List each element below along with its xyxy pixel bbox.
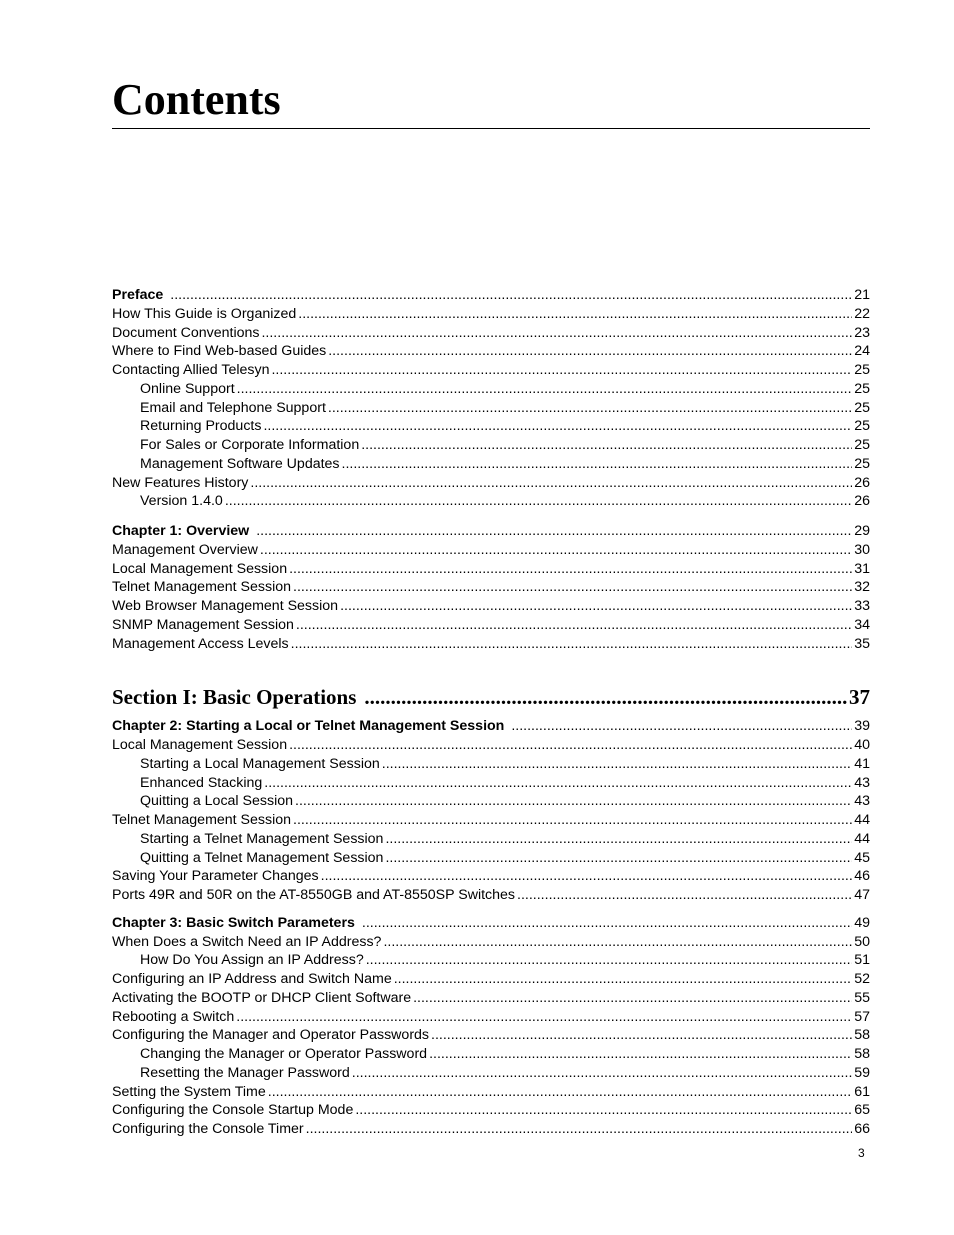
- toc-entry[interactable]: [112, 1101, 870, 1120]
- toc-entry[interactable]: [112, 578, 870, 597]
- toc-entry-label: Management Software Updates: [140, 455, 340, 472]
- toc-leader-dots: [256, 522, 852, 541]
- toc-leader-dots: [517, 886, 852, 905]
- toc-entry-page: 29: [854, 523, 870, 539]
- toc-entry-page: 25: [854, 399, 870, 416]
- toc-entry-label: Configuring the Manager and Operator Passwords: [112, 1027, 430, 1044]
- toc-leader-dots: [296, 616, 852, 635]
- toc-subentry[interactable]: [112, 951, 870, 970]
- toc-entry-label: Local Management Session: [112, 560, 288, 577]
- toc-entry-page: 24: [854, 343, 870, 360]
- toc-entry-page: 65: [854, 1102, 870, 1119]
- title-rule: [112, 128, 870, 129]
- toc-leader-dots: [263, 417, 852, 436]
- toc-entry[interactable]: [112, 736, 870, 755]
- page-title: Contents: [112, 75, 281, 124]
- toc-entry-label: Management Overview: [112, 541, 258, 558]
- toc-entry[interactable]: [112, 811, 870, 830]
- toc-leader-dots: [342, 455, 853, 474]
- toc-leader-dots: [511, 717, 852, 736]
- toc-entry[interactable]: [112, 342, 870, 361]
- toc-leader-dots: [170, 286, 852, 305]
- toc-entry-label: Management Access Levels: [112, 635, 289, 652]
- toc-leader-dots: [291, 635, 853, 654]
- toc-entry-label: SNMP Management Session: [112, 616, 294, 633]
- toc-leader-dots: [295, 792, 852, 811]
- toc-subentry[interactable]: [112, 830, 870, 849]
- toc-entry[interactable]: [112, 635, 870, 654]
- toc-entry[interactable]: [112, 970, 870, 989]
- toc-leader-dots: [340, 597, 852, 616]
- toc-entry-page: 25: [854, 437, 870, 453]
- toc-entry-label: Preface: [112, 287, 164, 303]
- toc-leader-dots: [293, 811, 852, 830]
- toc-entry-page: 22: [854, 305, 870, 322]
- toc-entry-page: 52: [854, 971, 870, 987]
- toc-entry-page: 43: [854, 793, 870, 810]
- toc-subentry[interactable]: [112, 380, 870, 399]
- toc-chapter-entry[interactable]: [112, 286, 870, 305]
- toc-entry-page: 33: [854, 598, 870, 614]
- toc-entry-page: 25: [854, 362, 870, 378]
- toc-entry-label: Version 1.4.0: [140, 493, 223, 510]
- toc-subentry[interactable]: [112, 399, 870, 418]
- toc-leader-dots: [225, 492, 852, 511]
- toc-leader-dots: [366, 951, 852, 970]
- toc-entry-page: 25: [854, 455, 870, 472]
- toc-leader-dots: [382, 755, 852, 774]
- toc-entry-page: 61: [854, 1083, 870, 1100]
- toc-leader-dots: [364, 683, 847, 711]
- toc-entry-label: Online Support: [140, 380, 235, 397]
- toc-entry-page: 44: [854, 812, 870, 828]
- toc-entry-page: 46: [854, 868, 870, 885]
- toc-entry-label: Configuring the Console Startup Mode: [112, 1102, 354, 1119]
- toc-leader-dots: [236, 1008, 852, 1027]
- toc-entry-label: Chapter 1: Overview: [112, 523, 250, 539]
- toc-entry-label: Chapter 3: Basic Switch Parameters: [112, 914, 355, 931]
- toc-group: [112, 286, 870, 511]
- toc-entry-page: 26: [854, 474, 870, 491]
- toc-leader-dots: [306, 1120, 853, 1139]
- toc-entry[interactable]: [112, 886, 870, 905]
- toc-entry-label: Starting a Telnet Management Session: [140, 830, 384, 847]
- toc-entry[interactable]: [112, 541, 870, 560]
- toc-entry-page: 21: [854, 287, 870, 303]
- toc-leader-dots: [431, 1026, 852, 1045]
- toc-entry-page: 49: [854, 914, 870, 931]
- toc-entry-page: 59: [854, 1064, 870, 1081]
- toc-entry-page: 50: [854, 933, 870, 950]
- page-number: 3: [858, 1146, 865, 1160]
- toc-entry-page: 55: [854, 989, 870, 1006]
- toc-entry-page: 57: [854, 1008, 870, 1025]
- toc-entry-label: Telnet Management Session: [112, 812, 292, 828]
- toc-group: [112, 522, 870, 653]
- toc-entry-label: Rebooting a Switch: [112, 1008, 235, 1025]
- toc-leader-dots: [261, 324, 852, 343]
- toc-entry-page: 45: [854, 849, 870, 866]
- toc-leader-dots: [264, 774, 852, 793]
- toc-entry[interactable]: [112, 1026, 870, 1045]
- toc-entry-label: Changing the Manager or Operator Password: [140, 1046, 428, 1062]
- toc-entry-page: 35: [854, 635, 870, 652]
- toc-entry[interactable]: [112, 474, 870, 493]
- toc-leader-dots: [268, 1083, 852, 1102]
- toc-group: [112, 914, 870, 1139]
- toc-entry-label: Resetting the Manager Password: [140, 1064, 350, 1081]
- toc-subentry[interactable]: [112, 792, 870, 811]
- toc-subentry[interactable]: [112, 492, 870, 511]
- toc-leader-dots: [413, 989, 852, 1008]
- toc-entry-label: Contacting Allied Telesyn: [112, 362, 270, 378]
- toc-entry-page: 25: [854, 380, 870, 397]
- toc-leader-dots: [328, 399, 852, 418]
- toc-leader-dots: [385, 849, 852, 868]
- toc-entry-label: Enhanced Stacking: [140, 774, 263, 791]
- toc-entry-page: 58: [854, 1046, 870, 1062]
- toc-entry-page: 23: [854, 324, 870, 341]
- toc-entry-label: Chapter 2: Starting a Local or Telnet Management Session: [112, 718, 505, 735]
- toc-entry-label: When Does a Switch Need an IP Address?: [112, 933, 382, 950]
- toc-entry-label: Activating the BOOTP or DHCP Client Software: [112, 989, 412, 1006]
- toc-entry-page: 41: [854, 755, 870, 772]
- toc-entry-page: 47: [854, 887, 870, 903]
- toc-entry-label: Web Browser Management Session: [112, 598, 339, 614]
- toc-entry-page: 30: [854, 541, 870, 558]
- toc-entry[interactable]: [112, 989, 870, 1008]
- table-of-contents: [112, 275, 870, 1139]
- toc-leader-dots: [237, 380, 853, 399]
- toc-leader-dots: [298, 305, 852, 324]
- toc-entry-label: How This Guide is Organized: [112, 305, 297, 322]
- toc-entry-page: 39: [854, 718, 870, 735]
- toc-section-heading[interactable]: [112, 683, 870, 711]
- toc-entry-label: How Do You Assign an IP Address?: [140, 952, 364, 969]
- toc-entry-label: Quitting a Telnet Management Session: [140, 849, 384, 866]
- toc-entry-label: Quitting a Local Session: [140, 793, 294, 810]
- toc-entry-page: 34: [854, 616, 870, 633]
- toc-entry-page: 51: [854, 952, 870, 969]
- toc-leader-dots: [361, 436, 852, 455]
- toc-entry-page: 43: [854, 774, 870, 791]
- toc-entry-label: Starting a Local Management Session: [140, 755, 380, 772]
- toc-leader-dots: [362, 914, 852, 933]
- toc-section-page: 37: [849, 685, 870, 710]
- toc-leader-dots: [385, 830, 852, 849]
- toc-entry-page: 40: [854, 737, 870, 753]
- toc-entry-page: 44: [854, 830, 870, 847]
- toc-entry-label: Where to Find Web-based Guides: [112, 343, 327, 360]
- toc-entry[interactable]: [112, 305, 870, 324]
- toc-subentry[interactable]: [112, 849, 870, 868]
- toc-leader-dots: [289, 560, 852, 579]
- toc-entry-page: 25: [854, 418, 870, 435]
- toc-section-label: Section I: Basic Operations: [112, 685, 357, 710]
- toc-entry[interactable]: [112, 1008, 870, 1027]
- toc-leader-dots: [328, 342, 852, 361]
- toc-entry-page: 31: [854, 560, 870, 577]
- toc-entry[interactable]: [112, 324, 870, 343]
- toc-entry-label: Email and Telephone Support: [140, 399, 326, 416]
- toc-leader-dots: [260, 541, 852, 560]
- toc-subentry[interactable]: [112, 1045, 870, 1064]
- toc-leader-dots: [394, 970, 853, 989]
- toc-leader-dots: [293, 578, 852, 597]
- toc-chapter-entry[interactable]: [112, 717, 870, 736]
- toc-entry-label: Returning Products: [140, 418, 262, 435]
- toc-entry-label: Configuring the Console Timer: [112, 1121, 304, 1137]
- toc-entry-label: For Sales or Corporate Information: [140, 437, 360, 453]
- toc-entry-label: Document Conventions: [112, 324, 260, 341]
- toc-subentry[interactable]: [112, 1064, 870, 1083]
- toc-entry-label: Ports 49R and 50R on the AT-8550GB and AT-8550SP Switches: [112, 887, 516, 903]
- toc-entry-label: Telnet Management Session: [112, 579, 292, 596]
- toc-group: [112, 683, 870, 905]
- toc-entry[interactable]: [112, 560, 870, 579]
- toc-entry[interactable]: [112, 361, 870, 380]
- toc-subentry[interactable]: [112, 436, 870, 455]
- toc-entry[interactable]: [112, 597, 870, 616]
- toc-entry[interactable]: [112, 933, 870, 952]
- toc-entry-page: 66: [854, 1121, 870, 1137]
- toc-leader-dots: [352, 1064, 852, 1083]
- toc-entry-label: Setting the System Time: [112, 1083, 266, 1100]
- toc-entry[interactable]: [112, 1120, 870, 1139]
- toc-entry[interactable]: [112, 616, 870, 635]
- toc-entry-label: New Features History: [112, 474, 249, 491]
- toc-leader-dots: [355, 1101, 852, 1120]
- toc-subentry[interactable]: [112, 774, 870, 793]
- toc-subentry[interactable]: [112, 417, 870, 436]
- toc-entry-label: Saving Your Parameter Changes: [112, 868, 319, 885]
- toc-entry-page: 58: [854, 1027, 870, 1044]
- toc-entry-page: 32: [854, 579, 870, 596]
- toc-subentry[interactable]: [112, 455, 870, 474]
- toc-leader-dots: [429, 1045, 852, 1064]
- toc-entry[interactable]: [112, 867, 870, 886]
- toc-leader-dots: [250, 474, 852, 493]
- toc-chapter-entry[interactable]: [112, 522, 870, 541]
- toc-entry-label: Local Management Session: [112, 737, 288, 753]
- toc-entry-label: Configuring an IP Address and Switch Name: [112, 971, 392, 987]
- toc-leader-dots: [271, 361, 852, 380]
- toc-leader-dots: [383, 933, 852, 952]
- toc-chapter-entry[interactable]: [112, 914, 870, 933]
- toc-leader-dots: [289, 736, 852, 755]
- toc-subentry[interactable]: [112, 755, 870, 774]
- toc-entry[interactable]: [112, 1083, 870, 1102]
- toc-entry-page: 26: [854, 493, 870, 510]
- toc-leader-dots: [321, 867, 853, 886]
